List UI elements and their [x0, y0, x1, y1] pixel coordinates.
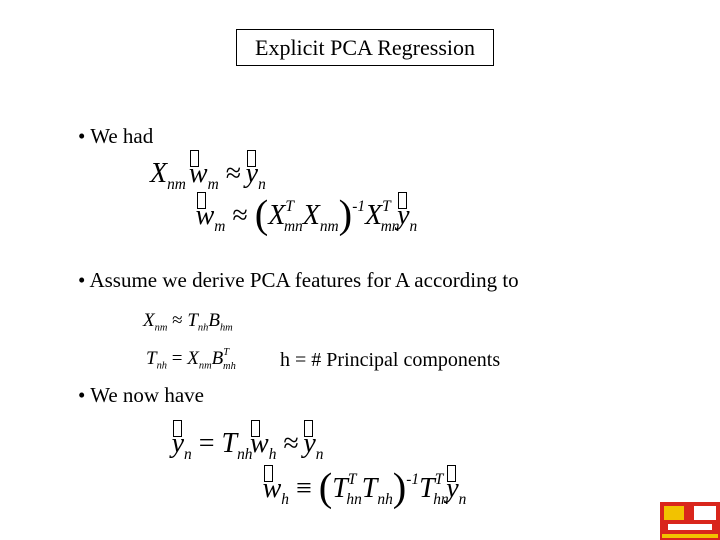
slide-title: Explicit PCA Regression: [236, 29, 494, 66]
logo-stripe: [662, 534, 718, 538]
equation-least-squares: $w_m \approx (X^T_{mn}X_{nm})^{-1}X^T_{mn}y_n$: [195, 191, 418, 237]
equation-pca-scores: $T_{nh} = X_{nm}B^T_{mh}$: [146, 347, 236, 372]
logo-crest-left: [664, 506, 684, 520]
bullet-assume-pca: • Assume we derive PCA features for A according to: [78, 268, 519, 292]
principal-components-note: h = # Principal components: [280, 349, 501, 371]
equation-pca-solution: $w_h \equiv (T^T_{hn}T_{nh})^{-1}T^T_{hn}y_n$: [262, 464, 467, 510]
equation-pca-model: $y_n = T_{nh}w_h \approx y_n$: [174, 420, 324, 464]
logo-crest-right: [694, 506, 716, 520]
bullet-we-had: • We had: [78, 124, 154, 148]
equation-linear-model: $X_{nm}$ $w_m \approx y_n$: [150, 150, 266, 194]
bullet-now-have: • We now have: [78, 383, 204, 407]
university-logo: [660, 500, 720, 540]
equation-pca-approx: $X_{nm} \approx T_{nh}B_{hm}$: [143, 310, 233, 334]
logo-banner: [668, 524, 712, 530]
